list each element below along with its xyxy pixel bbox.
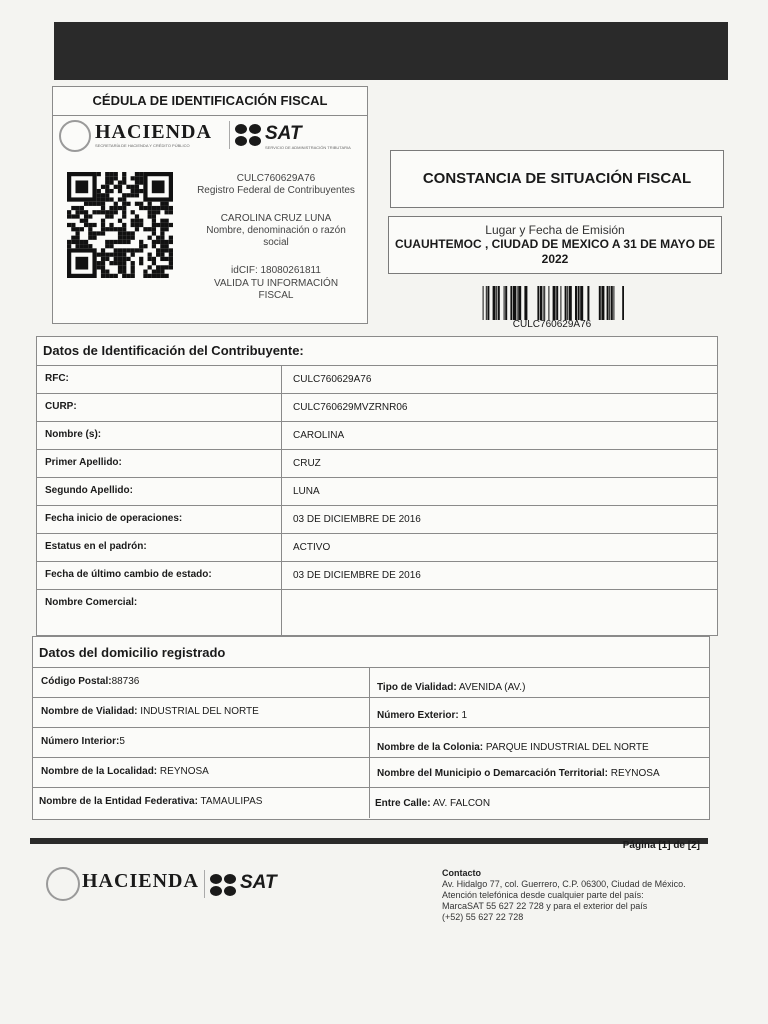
contact-block [442, 868, 702, 923]
domicilio-title: Datos del domicilio registrado [39, 645, 226, 660]
identificacion-title: Datos de Identificación del Contribuyente: [43, 343, 304, 358]
lugar-label: Lugar y Fecha de Emisión [485, 223, 625, 237]
contact-line: Atención telefónica desde cualquier parte del país: [442, 890, 644, 900]
row-value: INDUSTRIAL DEL NORTE [140, 706, 259, 717]
row-label: Nombre Comercial: [45, 597, 138, 608]
cedula-idcif: idCIF: 18080261811 [231, 265, 321, 276]
sat-mark-icon [235, 124, 263, 148]
row-value: 88736 [111, 676, 140, 687]
row-value: CAROLINA [293, 430, 345, 441]
header-bar [54, 22, 728, 80]
row-value: 03 DE DICIEMBRE DE 2016 [293, 514, 421, 525]
row-value: CRUZ [293, 458, 321, 469]
row-label: CURP: [45, 401, 77, 412]
identificacion-section [36, 336, 718, 636]
table-row [37, 449, 717, 478]
row-label: Fecha inicio de operaciones: [45, 513, 183, 524]
row-value: ACTIVO [293, 542, 331, 553]
divider [204, 870, 205, 898]
cedula-name: CAROLINA CRUZ LUNA [220, 213, 332, 224]
row-label: Código Postal: [41, 676, 112, 687]
contact-line: (+52) 55 627 22 728 [442, 912, 524, 922]
row-value: CULC760629A76 [293, 374, 372, 385]
row-value: AV. FALCON [432, 798, 491, 809]
sat-logo: SAT [240, 872, 277, 893]
qr-code [67, 170, 173, 280]
logos [59, 119, 359, 153]
cedula-title: CÉDULA DE IDENTIFICACIÓN FISCAL [92, 93, 328, 108]
constancia-title: CONSTANCIA DE SITUACIÓN FISCAL [390, 150, 724, 208]
row-label: RFC: [45, 373, 69, 384]
cedula-name-label: Nombre, denominación o razón social [206, 225, 346, 248]
cedula-rfc: CULC760629A76 [236, 173, 316, 184]
cedula-valida: VALIDA TU INFORMACIÓN FISCAL [213, 278, 339, 301]
row-value: 5 [119, 736, 125, 747]
table-row [33, 697, 709, 728]
hacienda-logo: HACIENDA [95, 121, 212, 143]
table-row [37, 421, 717, 450]
footer-logos [46, 866, 346, 904]
row-label: Nombre de la Localidad: [41, 766, 158, 777]
table-row [33, 667, 709, 698]
cedula-card [52, 86, 368, 324]
divider [53, 115, 367, 116]
row-value: REYNOSA [610, 768, 660, 779]
table-row [37, 561, 717, 590]
lugar-value: CUAUHTEMOC , CIUDAD DE MEXICO A 31 DE MAYO DE 2022 [394, 237, 716, 266]
row-label: Tipo de Vialidad: [377, 682, 457, 693]
sat-mark-icon [210, 874, 238, 898]
cedula-rfc-label: Registro Federal de Contribuyentes [197, 185, 355, 196]
contact-line: Av. Hidalgo 77, col. Guerrero, C.P. 06300, Ciudad de México. [442, 879, 686, 889]
row-label: Número Exterior: [377, 710, 459, 721]
row-label: Nombre de la Colonia: [377, 742, 484, 753]
row-label: Nombre (s): [45, 429, 102, 440]
table-row [33, 757, 709, 788]
row-label: Número Interior: [41, 736, 120, 747]
row-label: Primer Apellido: [45, 457, 122, 468]
row-label: Nombre del Municipio o Demarcación Territorial: [377, 768, 608, 779]
table-row [37, 365, 717, 394]
row-label: Fecha de último cambio de estado: [45, 569, 212, 580]
row-label: Estatus en el padrón: [45, 541, 147, 552]
row-label: Nombre de Vialidad: [41, 706, 138, 717]
table-row [37, 505, 717, 534]
table-row [37, 589, 717, 635]
table-row [37, 477, 717, 506]
contact-line: MarcaSAT 55 627 22 728 y para el exterior del país [442, 901, 648, 911]
row-label: Segundo Apellido: [45, 485, 133, 496]
sat-subtitle: SERVICIO DE ADMINISTRACIÓN TRIBUTARIA [265, 145, 351, 150]
table-row [33, 727, 709, 758]
page-number: Página [1] de [2] [622, 840, 700, 851]
table-row [37, 393, 717, 422]
sat-logo: SAT [265, 123, 302, 144]
row-value: CULC760629MVZRNR06 [293, 402, 408, 413]
row-value: AVENIDA (AV.) [458, 682, 526, 693]
row-label: Entre Calle: [375, 798, 431, 809]
row-value: TAMAULIPAS [200, 796, 263, 807]
hacienda-subtitle: SECRETARÍA DE HACIENDA Y CRÉDITO PÚBLICO [95, 143, 190, 148]
national-seal-icon [59, 120, 91, 152]
lugar-fecha-box [388, 216, 722, 274]
row-value: 1 [461, 710, 468, 721]
table-row [37, 533, 717, 562]
row-value: PARQUE INDUSTRIAL DEL NORTE [485, 742, 649, 753]
barcode-text: CULC760629A76 [512, 319, 592, 330]
divider [229, 121, 230, 149]
row-value: 03 DE DICIEMBRE DE 2016 [293, 570, 421, 581]
row-value: REYNOSA [159, 766, 209, 777]
contact-title: Contacto [442, 868, 481, 878]
row-value: LUNA [293, 486, 320, 497]
row-label: Nombre de la Entidad Federativa: [39, 796, 198, 807]
national-seal-icon [46, 867, 80, 901]
barcode [480, 286, 624, 320]
hacienda-logo: HACIENDA [82, 870, 199, 892]
table-row [33, 787, 709, 818]
domicilio-section [32, 636, 710, 820]
